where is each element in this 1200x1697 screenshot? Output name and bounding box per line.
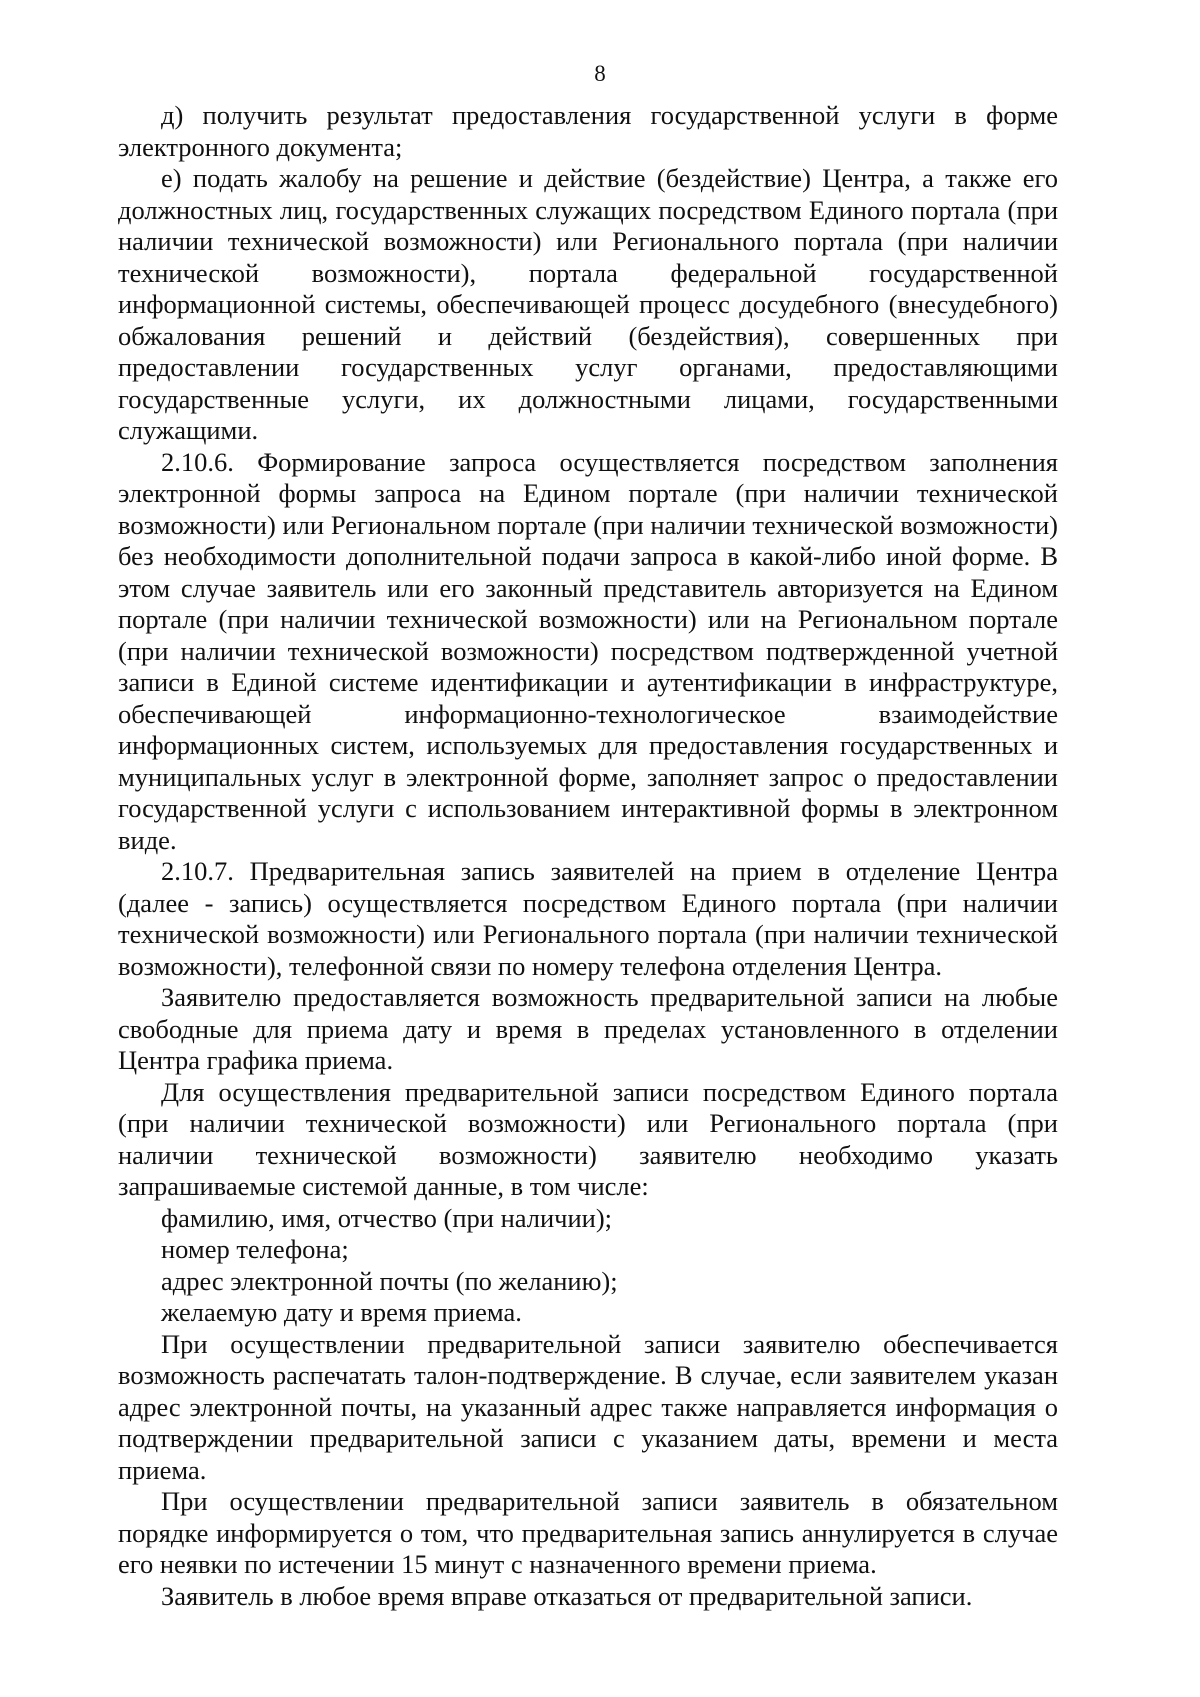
list-item: желаемую дату и время приема. — [161, 1297, 522, 1327]
closing-paragraph: Заявитель в любое время вправе отказаться от предварительной записи. — [161, 1580, 973, 1611]
list-item: номер телефона; — [161, 1234, 349, 1264]
list-item: фамилию, имя, отчество (при наличии); — [161, 1202, 613, 1233]
document-body — [118, 100, 1058, 1612]
paragraph: При осуществлении предварительной записи заявителю обеспечивается возможность распечатать талон-подтверждение. В случае, если заявителем указан адрес электронной почты, на указанный адрес также направляется информация о подтверждении предварительной записи с указанием даты, времени и места приема. — [118, 1328, 1058, 1485]
list-item: адрес электронной почты (по желанию); — [161, 1265, 618, 1296]
paragraph: 2.10.6. Формирование запроса осуществляется посредством заполнения электронной формы запроса на Едином портале (при наличии технической возможности) или Региональном портале (при наличии технической возможности) без необходимости дополнительной подачи запроса в какой-либо иной форме. В этом случае заявитель или его законный представитель авторизуется на Едином портале (при наличии технической возможности) или на Региональном портале (при наличии технической возможности) посредством подтвержденной учетной записи в Единой системе идентификации и аутентификации в инфраструктуре, обеспечивающей информационно-технологическое взаимодействие информационных систем, используемых для предоставления государственных и муниципальных услуг в электронной форме, заполняет запрос о предоставлении государственной услуги с использованием интерактивной формы в электронном виде. — [118, 446, 1058, 855]
paragraph: При осуществлении предварительной записи заявитель в обязательном порядке информируется о том, что предварительная запись аннулируется в случае его неявки по истечении 15 минут с назначенного времени приема. — [118, 1486, 1058, 1579]
paragraph: д) получить результат предоставления государственной услуги в форме электронного документа; — [118, 100, 1058, 162]
paragraph: Для осуществления предварительной записи посредством Единого портала (при наличии технической возможности) или Регионального портала (при наличии технической возможности) заявителю необходимо указать запрашиваемые системой данные, в том числе: — [118, 1076, 1058, 1201]
page-number: 8 — [594, 61, 606, 86]
paragraph: Заявителю предоставляется возможность предварительной записи на любые свободные для приема дату и время в пределах установленного в отделении Центра графика приема. — [118, 982, 1058, 1075]
paragraph: е) подать жалобу на решение и действие (бездействие) Центра, а также его должностных лиц, государственных служащих посредством Единого портала (при наличии технической возможности) или Регионального портала (при наличии технической возможности), портала федеральной государственной информационной системы, обеспечивающей процесс досудебного (внесудебного) обжалования решений и действий (бездействия), совершенных при предоставлении государственных услуг органами, предоставляющими государственные услуги, их должностными лицами, государственными служащими. — [118, 163, 1058, 445]
paragraph: 2.10.7. Предварительная запись заявителей на прием в отделение Центра (далее - запись) осуществляется посредством Единого портала (при наличии технической возможности) или Регионального портала (при наличии технической возможности), телефонной связи по номеру телефона отделения Центра. — [118, 856, 1058, 981]
